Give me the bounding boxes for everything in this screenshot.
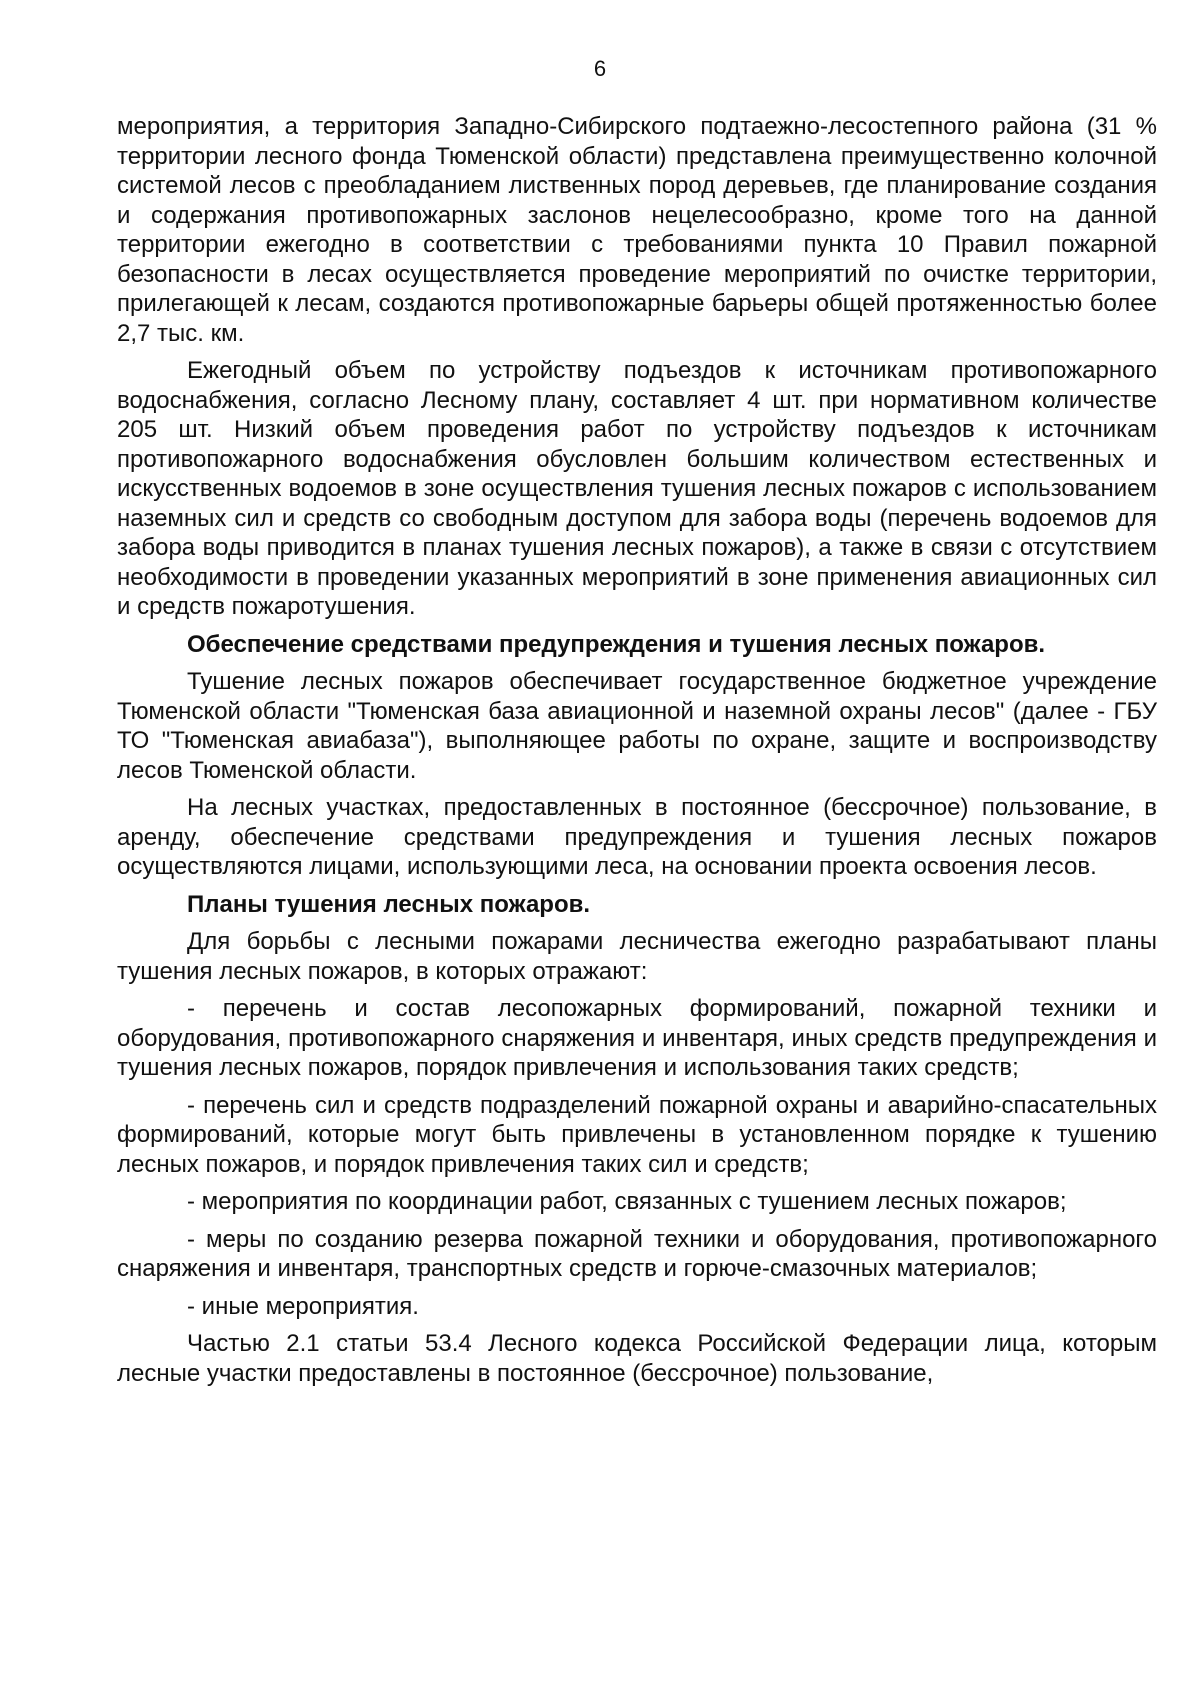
heading-fire-plans: Планы тушения лесных пожаров. xyxy=(187,890,591,918)
paragraph-forest-code: Частью 2.1 статьи 53.4 Лесного кодекса Российской Федерации лица, которым лесные участки предоставлены в постоянное (бессрочное) пользование, xyxy=(117,1330,1157,1387)
paragraph-plans-intro: Для борьбы с лесными пожарами лесничества ежегодно разрабатывают планы тушения лесных пожаров, в которых отражают: xyxy=(117,928,1157,985)
paragraph-leased-plots: На лесных участках, предоставленных в постоянное (бессрочное) пользование, в аренду, обеспечение средствами предупреждения и тушения лесных пожаров осуществляются лицами, использующими леса, на основании проекта освоения лесов. xyxy=(117,794,1157,880)
document-body xyxy=(117,112,1157,1396)
list-item-reserve: - меры по созданию резерва пожарной техники и оборудования, противопожарного снаряжения и инвентаря, транспортных средств и горюче-смазочных материалов; xyxy=(117,1225,1157,1282)
paragraph-firebreaks: мероприятия, а территория Западно-Сибирского подтаежно-лесостепного района (31 % территории лесного фонда Тюменской области) представлена преимущественно колочной системой лесов с преобладанием лиственных пород деревьев, где планирование создания и содержания противопожарных заслонов нецелесообразно, кроме того на данной территории ежегодно в соответствии с требованиями пункта 10 Правил пожарной безопасности в лесах осуществляется проведение мероприятий по очистке территории, прилегающей к лесам, создаются противопожарные барьеры общей протяженностью более 2,7 тыс. км. xyxy=(117,113,1157,347)
list-item-rescue-forces: - перечень сил и средств подразделений пожарной охраны и аварийно-спасательных формирований, которые могут быть привлечены в установленном порядке к тушению лесных пожаров, и порядок привлечения таких сил и средств; xyxy=(117,1091,1157,1178)
list-item-coordination: - мероприятия по координации работ, связанных с тушением лесных пожаров; xyxy=(187,1188,1067,1215)
list-item-formations: - перечень и состав лесопожарных формирований, пожарной техники и оборудования, противопожарного снаряжения и инвентаря, иных средств предупреждения и тушения лесных пожаров, порядок привлечения и использования таких средств; xyxy=(117,995,1157,1081)
paragraph-water-access: Ежегодный объем по устройству подъездов к источникам противопожарного водоснабжения, согласно Лесному плану, составляет 4 шт. при нормативном количестве 205 шт. Низкий объем проведения работ по устройству подъездов к источникам противопожарного водоснабжения обусловлен большим количеством естественных и искусственных водоемов в зоне осуществления тушения лесных пожаров с использованием наземных сил и средств со свободным доступом для забора воды (перечень водоемов для забора воды приводится в планах тушения лесных пожаров), а также в связи с отсутствием необходимости в проведении указанных мероприятий в зоне применения авиационных сил и средств пожаротушения. xyxy=(117,357,1157,620)
page-number: 6 xyxy=(593,56,607,81)
list-item-other: - иные мероприятия. xyxy=(187,1292,419,1320)
heading-fire-means: Обеспечение средствами предупреждения и тушения лесных пожаров. xyxy=(187,630,1046,658)
paragraph-avia-base: Тушение лесных пожаров обеспечивает государственное бюджетное учреждение Тюменской области "Тюменская база авиационной и наземной охраны лесов" (далее - ГБУ ТО "Тюменская авиабаза"), выполняющее работы по охране, защите и воспроизводству лесов Тюменской области. xyxy=(117,668,1157,784)
